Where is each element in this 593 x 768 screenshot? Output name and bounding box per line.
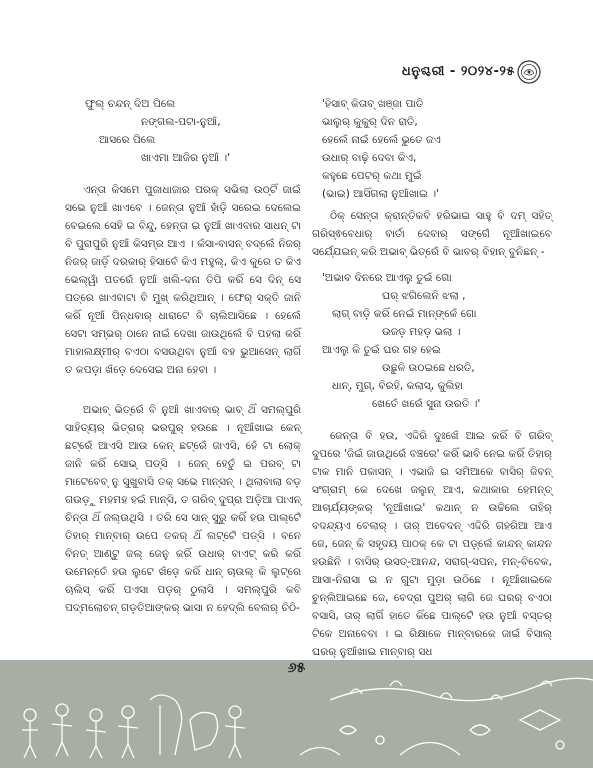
body-paragraph: ଜେନ୍ତା ବି ହଉ, ଏଦ୍ଦିରି ଦୁଃଖେଁ ଆଇ କରିଁ ବି ଗରିବ୍ ଦୁପରେ 'ଜିଇଁ ଜାଉଥିରେଁ ବଞ୍ଚରେ' କରିଁ ଭାବି ନେଇ କରିଁ ତିହାର୍ ଟାକ ମାନି ପକାସନ୍ । ଏଭାଜି ଇ ସମିଆକେ ବାସିର୍ ଜିବନ୍ ସଂଗ୍ରାମ୍ କେ ଦେଖେ ଜଲୁନ୍ ଆଏ, କଥାକାର ହେମନ୍ତ୍ ଆଚାର୍ଯ୍ୟଙ୍କର୍ 'ନୂଆଁଖାଇ' କଥାନ୍ ନ ଉଚ୍ଚିଲେ ତାହିର୍ ବଦନ୍ଦ୍ୟଏ ବେଲାର୍ । ତାର୍ ଅବେଦନ୍ ଏଦ୍ଦିରି ଗହରିଆ ଆଏ ଜେ, ଜେନ୍ କି ସହୃଦୟ ପାଠକ୍ କେ ଟା ପଡ଼୍ଲେଁ କାନ୍ଦନ୍ କାନ୍ଦନ ହଉଛିନି । ବାସିର୍ ଉସତ୍-ଆନନ୍ଦ, ସରାଗ୍-ସପନ, ମନ୍-ବିବେକ, ଆସା-ନିରାସା ଇ ନ ଗୁଟା ମୁଡ଼ା ଉଠିଛେ । ନୂଆଁଖାଇକେ ଚୁନ୍ଲିଆଇଛେ ଜେ, ବେଦ୍ରା ପୁଅର୍ ଲାଗି ଜେ ଘରର୍ ବଏଠା ବସାସି, ତାର୍ ଲାଗିଁ ହାତେ କିଁଛେ ପାଲ୍ଟେଁ ହଉ ନୁଆଁ ବସ୍ତର୍ ଟିକେ ଅନାବେବା । ଇ ରିକ୍ଷାକେ ମାନ୍ବାରକେ ଜାଇଁ ବିସାଲ୍ ଘରର୍ ନୁଆଁଖାଇ ମାନ୍ବାର୍ ସଧ [312,430,552,658]
verse-line: ଖେତେଁ ଖରେଁ ସୁନା ଉରତି ।' [372,398,481,410]
emblem-icon [517,60,541,84]
verse-line: ଉଛୁଳି ଉଠଇଛେ ଧରତି, [382,362,475,374]
verse-line: ଆସରେ ପିଲେ [99,134,156,146]
verse-line: ନଙ୍ଗଲ-ପଟା-ନୁଆଁ, [141,116,221,128]
spacer [65,387,301,401]
left-column [65,95,301,625]
poem-verse [312,269,552,413]
poem-verse [312,95,552,203]
verse-line: ହେଲେଁ ନାଇଁ ହେଲେଁ ଭୁତେ ଜଏ [322,134,441,146]
right-column [312,95,552,669]
body-paragraph: ଏନ୍ତା କିସମେ ପୁଜାଧାଜାର ପରକ୍ ସଭିଲା ଉଠ୍ଟିଁ ଜାଇଁ ସଭେ ନୁଆଁ ଖାଏବେ । ଜେନ୍ତା ନୁଆଁ ହାଁଡ଼ି ସରେଇ ଦେଲେଇ ବେଇଲେ ସେହି ଇ ବିନ୍ଦୁ, ହେନ୍ତା ଇ ନୁଆଁ ଖାଏବାର ସାଧନ୍ ଟା ବି ପୁରାପୁରି ନୁଆଁ କିସମ୍ର ଆଏ । କଁସା-ବାସନ୍ ବଦ୍ଲେଁ ନିଜର୍ ନିଜର୍ ଜାଡ଼ିଁ ଦରକାର୍ ହିସାବେଁ କିଏ ମହୁଲ୍, କିଏ କୁରେ ତ କିଏ ଭେଲ୍ୱାଁ ପତରେଁ ନୁଆଁ ଖଲି-ଦନା ତିପି କରିଁ ସେ ଦିନ୍ ସେ ପତ୍ରେ ଖାଏବାଟା ବି ମୁଖ୍ କରିଥିଆନ୍ । ଫେର୍ ସକ୍ତି ଜାନି କରିଁ ନୂଆଁ ପିନ୍ଧବାର୍ ଧାରାଟେ ବି ଚାଲିଆସିଛେ । ହେଲେଁ ସେଟା ସମ୍ଭର୍ ଠାନେ ନାଇଁ ଦେଖା ଜାଉଥିଲେଁ ବି ପହଲା କରିଁ ମାହାଲକ୍ଷ୍ମୀର୍ ବଏଠା ବସଉଥିବା ନୁଆଁ ବହ ଭୁଆସେନ୍ ଲାଗିଁ ତ କପଡ଼ା ଖଁଡ଼େ ଦେସେଇ ଅନା ହେବା । [65,184,301,376]
verse-line: କହୁଛେ ପେଟର୍ କଥା ମୁଇଁ [322,170,422,182]
verse-line: ଉଜଡ଼ ମହଡ଼ ଭଲା । [382,326,461,338]
body-paragraph: ଅଭାବ୍ ଭିତ୍ରେଁ ବି ନୁଆଁ ଖାଏବାର୍ ଭାବ୍ ଥିଁ ସମଲ୍ପୁରି ସାହିତ୍ୟର୍ ଭିତ୍ରାର୍ ଭରପୁର୍ ହଉଛେ । ନୂଆଁଖାଇ କେନ୍ ଛଟ୍ରେଁ ଆଏସି ଆଉ କେନ୍ ଛଟ୍ରେଁ ଜାଏସି, ହେଁ ଟା ଲୋକ୍ ଜାନି କରିଁ ସୋଭ୍ ପଡ୍ସି । ଜେନ୍ ହେତୁଁ ଇ ପରବ୍ ଟା ମାଟେବେବ୍ ନୁ ସୁଖୁବାସି ତକ୍ ସଭେ ମାନ୍ସନ୍ । ଥିଲାବାଲା ବଡ଼ ଗଉଡ଼ୁ ମହମହ ହଇଁ ମାନ୍ସି, ତ ଗରିବ୍ ଦୁପ୍ରା ଅଡ଼ିଆ ପାଏନ୍ ଚିନ୍ତା ଥିଁ ଜଲ୍ଉଥିସି । ତରି ସେ ସାନ୍ ସୁରୁ କରିଁ ହଉ ପାଲ୍ଟେଁ ତିହାର୍ ମାନ୍ବାର୍ ଉପେ ତକର୍ ଥିଁ ଲଟ୍ଟେଁ ପଡ୍ସି । ବନେ ବିନତ୍ ଆଣ୍ଟୁ ଜଲ୍ ଜେନୁ କରିଁ ଉଧାର୍ ବାଏଟ୍ କରି କରିଁ ଉମେନ୍ତେଁ ହଉ ଲୁଟେ ଖଁଡ଼େ କରିଁ ଧାନ୍ ଚାଉଲ୍ କି ଲୁଟ୍ରେ ଚାଲିସ୍ କରିଁ ପଏସା ପଡ଼ର୍ ଠୁଲାସି । ସମଲ୍ପୁରି କବି ପଦ୍ମଲୋଚନ୍ ଗଡ଼ତିଆଙ୍କର୍ ଭାସା ନ ହେଦ୍ଲି ବେଲର୍ ଚିଠି- [65,404,301,614]
spacer [65,167,301,181]
page-number: ୬୫ [287,660,306,676]
verse-line: 'ହିସାବ୍ କିତାବ୍ ଖଞ୍ଜା ପାତି [322,98,424,110]
poem-verse [65,95,301,167]
body-paragraph: ଠିକ୍ ସେନ୍ତା କ୍ରାନ୍ତିକବି ହରିଭାଇ ସାହୁ ବି ଦମ୍ ସହିତ୍ ଗରିସ୍ଵବେଧାର୍ ବାର୍ତା ଦେବାର୍ ସଙ୍ଗେଁ ନୂଆଁଖାଇବେ ସର୍ଯେ୍ଯଇନ୍ କରି ଅଭାବ୍ ଭିତ୍ରେଁ ବି ଭାବର୍ ବିହାନ୍ ବୁନିଛନ୍ - [312,210,552,258]
spacer [312,413,552,427]
verse-line: ଭାଲୁର୍ କୁକୁର୍ ଦିନ ରାତି, [322,116,418,128]
verse-line: (ଭାଇ) ଆସିଁଗଲା ନୁଆଁଖାଇ ।' [322,188,440,200]
verse-line: ଖାଏମା ଆଜିର ନୁଆଁ ।' [141,152,231,164]
page-header [0,60,593,90]
verse-line: ଲାଗ୍ ବାଡ଼ି କରିଁ ନେଇଁ ମାନ୍ଙ୍କେଁ ଗୋ [332,308,477,320]
verse-line: ଘର୍ ଝଗିଲେନି ଝଲା , [382,290,466,302]
verse-line: 'ଅଭାବ ଦିନରେ ଆଏଲୁ ତୁଇଁ ଗୋ [322,272,452,284]
verse-line: ଆଏଲୁ କି ତୁଇଁ ଘର ଗହ ହେଇ [322,344,441,356]
verse-line: ଉଧାର୍ ବାଢ଼ି ଦେବା କିଏ, [322,152,417,164]
verse-line: ଧାନ୍, ମୁଗ୍, ବିରହି, କଲାସ୍, କୁଲିହା [332,380,464,392]
running-head: ଧନୁଶ୍ଚରୀ - ୨୦୨୪-୨୫ [401,64,515,79]
verse-line: ଫୁଲ୍ ଚନ୍ଦନ୍ ଦିଅ ପିଲେ [85,98,176,110]
footer-illustration [0,660,593,768]
